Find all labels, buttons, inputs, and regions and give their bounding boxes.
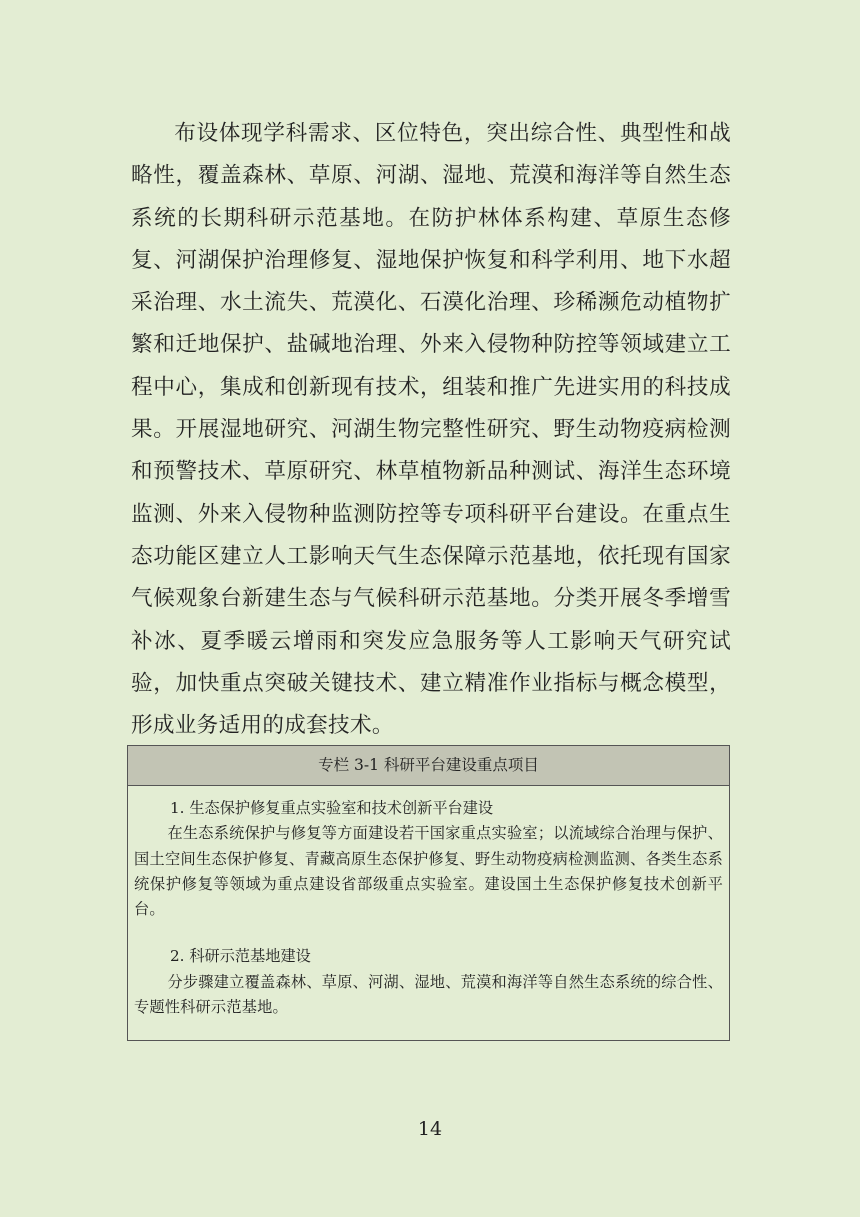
column-box-body — [128, 786, 729, 1020]
column-box — [127, 745, 730, 1041]
section-text: 在生态系统保护与修复等方面建设若干国家重点实验室；以流域综合治理与保护、国土空间生态保护修复、青藏高原生态保护修复、野生动物疫病检测监测、各类生态系统保护修复等领域为重点建设省部级重点实验室。建设国土生态保护修复技术创新平台。 — [134, 824, 723, 919]
section-text: 分步骤建立覆盖森林、草原、河湖、湿地、荒漠和海洋等自然生态系统的综合性、专题性科研示范基地。 — [134, 972, 723, 1017]
section-heading: 1. 生态保护修复重点实验室和技术创新平台建设 — [170, 799, 494, 817]
column-box-title: 专栏 3-1 科研平台建设重点项目 — [128, 746, 729, 786]
body-paragraph: 布设体现学科需求、区位特色，突出综合性、典型性和战略性，覆盖森林、草原、河湖、湿地、荒漠和海洋等自然生态系统的长期科研示范基地。在防护林体系构建、草原生态修复、河湖保护治理修复、湿地保护恢复和科学利用、地下水超采治理、水土流失、荒漠化、石漠化治理、珍稀濒危动植物扩繁和迁地保护、盐碱地治理、外来入侵物种防控等领域建立工程中心，集成和创新现有技术，组装和推广先进实用的科技成果。开展湿地研究、河湖生物完整性研究、野生动物疫病检测和预警技术、草原研究、林草植物新品种测试、海洋生态环境监测、外来入侵物种监测防控等专项科研平台建设。在重点生态功能区建立人工影响天气生态保障示范基地，依托现有国家气候观象台新建生态与气候科研示范基地。分类开展冬季增雪补冰、夏季暖云增雨和突发应急服务等人工影响天气研究试验，加快重点突破关键技术、建立精准作业指标与概念模型，形成业务适用的成套技术。 — [131, 121, 731, 739]
section-heading: 2. 科研示范基地建设 — [170, 947, 311, 966]
page-number: 14 — [417, 1118, 443, 1140]
